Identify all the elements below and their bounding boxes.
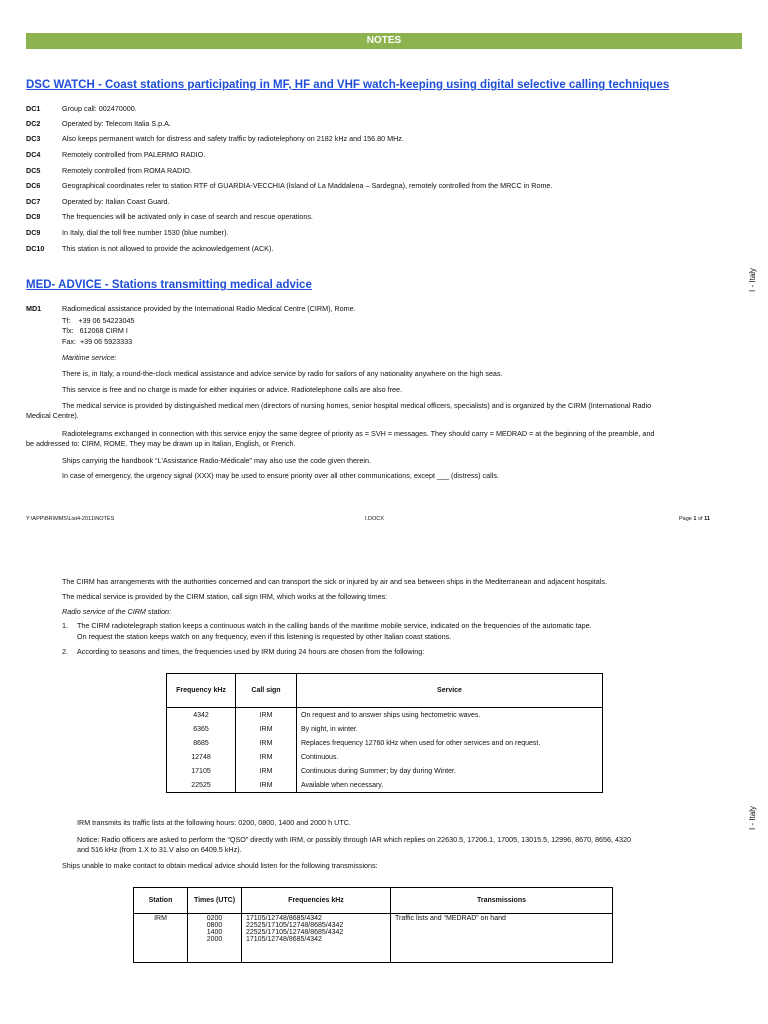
md1-fax: Fax: +39 06 5923333 bbox=[62, 337, 133, 346]
traffic-lists-text: IRM transmits its traffic lists at the following hours: 0200, 0800, 1400 and 2000 h UTC. bbox=[77, 818, 351, 827]
col-callsign-header: Call sign bbox=[236, 674, 297, 708]
footer-page-number bbox=[679, 516, 710, 522]
footer-page-prefix: Page bbox=[679, 516, 694, 522]
med-p5: Ships carrying the handbook “L'Assistance Radio-Médicale” may also use the code given therein. bbox=[62, 456, 372, 465]
med-p3b: Medical Centre). bbox=[26, 411, 79, 420]
footer-path: Y:\APP\BR\MMS\List4-2011\NOTES bbox=[26, 516, 115, 522]
table-row bbox=[167, 750, 603, 764]
dsc-code: DC7 bbox=[26, 197, 41, 206]
p2-para2: The medical service is provided by the CIRM station, call sign IRM, which works at the following times: bbox=[62, 592, 388, 601]
radio-service-label: Radio service of the CIRM station: bbox=[62, 607, 172, 616]
frequency-cell: 22525 bbox=[167, 778, 236, 793]
notice-b: and 516 kHz (from 1.X to 31.V also on 6409.5 kHz). bbox=[77, 845, 242, 854]
md1-code: MD1 bbox=[26, 304, 42, 313]
dsc-code: DC3 bbox=[26, 134, 41, 143]
freq-3: 17105/12748/8685/4342 bbox=[246, 936, 322, 943]
col-frequency-header: Frequency kHz bbox=[167, 674, 236, 708]
table-row bbox=[167, 722, 603, 736]
med-p1: There is, in Italy, a round-the-clock medical assistance and advice service by radio for sailors of any nationality anywhere on the high seas. bbox=[62, 369, 503, 378]
med-p4a: Radiotelegrams exchanged in connection with this service enjoy the same degree of priority as = SVH = messages. They should carry = MEDRAD = at the beginning of the preamble, and bbox=[62, 429, 655, 438]
list-number-2: 2. bbox=[62, 647, 68, 656]
dsc-text: Remotely controlled from PALERMO RADIO. bbox=[62, 150, 206, 159]
dsc-code: DC9 bbox=[26, 228, 41, 237]
service-cell: Available when necessary. bbox=[297, 778, 603, 793]
service-cell: By night, in winter. bbox=[297, 722, 603, 736]
col-transmissions-header: Transmissions bbox=[391, 888, 613, 914]
side-label-country: I - Italy bbox=[748, 267, 757, 292]
col-station-header: Station bbox=[134, 888, 188, 914]
frequency-cell: 17105 bbox=[167, 764, 236, 778]
table-row bbox=[167, 736, 603, 750]
footer-page-of: of bbox=[696, 516, 705, 522]
dsc-text: Group call: 002470000. bbox=[62, 104, 137, 113]
dsc-text: Also keeps permanent watch for distress and safety traffic by radiotelephony on 2182 kHz and 156.80 MHz. bbox=[62, 134, 404, 143]
p2-para1: The CIRM has arrangements with the authorities concerned and can transport the sick or injured by air and sea between ships in the Mediterranean and adjacent hospitals. bbox=[62, 577, 607, 586]
callsign-cell: IRM bbox=[236, 708, 297, 723]
col-times-header: Times (UTC) bbox=[188, 888, 242, 914]
med-p3a: The medical service is provided by distinguished medical men (directors of nursing homes, senior hospital medical officers, specialists) and is organized by the CIRM (International Radio bbox=[62, 401, 652, 410]
frequency-cell: 6365 bbox=[167, 722, 236, 736]
dsc-code: DC10 bbox=[26, 244, 45, 253]
table-row bbox=[167, 708, 603, 723]
time-0: 0200 bbox=[206, 915, 223, 922]
dsc-text: This station is not allowed to provide the acknowledgement (ACK). bbox=[62, 244, 274, 253]
dsc-code: DC2 bbox=[26, 119, 41, 128]
frequency-cell: 8685 bbox=[167, 736, 236, 750]
dsc-text: Remotely controlled from ROMA RADIO. bbox=[62, 166, 192, 175]
footer-page-total: 11 bbox=[704, 516, 710, 522]
maritime-service-label: Maritime service: bbox=[62, 353, 117, 362]
med-p6: In case of emergency, the urgency signal (XXX) may be used to ensure priority over all other communications, except ___ (distress) calls. bbox=[62, 471, 499, 480]
dsc-code: DC5 bbox=[26, 166, 41, 175]
freq-0: 17105/12748/8685/4342 bbox=[246, 915, 322, 922]
callsign-cell: IRM bbox=[236, 750, 297, 764]
frequencies-cell bbox=[242, 914, 391, 963]
unable-contact-text: Ships unable to make contact to obtain medical advice should listen for the following transmissions: bbox=[62, 861, 378, 870]
dsc-text: Operated by: Telecom Italia S.p.A. bbox=[62, 119, 171, 128]
service-cell: Replaces frequency 12760 kHz when used for other services and on request. bbox=[297, 736, 603, 750]
list-item-1a: The CIRM radiotelegraph station keeps a continuous watch in the calling bands of the maritime mobile service, indicated on the frequencies of the automatic tape. bbox=[77, 621, 592, 630]
callsign-cell: IRM bbox=[236, 778, 297, 793]
time-2: 1400 bbox=[206, 929, 223, 936]
md1-tlx: Tlx: 612068 CIRM I bbox=[62, 326, 128, 335]
dsc-text: Geographical coordinates refer to station RTF of GUARDIA-VECCHIA (Island of La Maddalena – Sardegna), remotely controlled from the MRCC in Rome. bbox=[62, 181, 553, 190]
transmissions-cell: Traffic lists and “MEDRAD” on hand bbox=[391, 914, 613, 963]
med-p2: This service is free and no charge is made for either inquiries or advice. Radiotelephone calls are also free. bbox=[62, 385, 402, 394]
table-row bbox=[167, 778, 603, 793]
freq-1: 22525/17105/12748/8685/4342 bbox=[246, 922, 344, 929]
frequency-cell: 12748 bbox=[167, 750, 236, 764]
footer-filename: I.DOCX bbox=[365, 516, 384, 522]
med-p4b: be addressed to: CIRM, ROME. They may be drawn up in Italian, English, or French. bbox=[26, 439, 296, 448]
callsign-cell: IRM bbox=[236, 736, 297, 750]
dsc-text: The frequencies will be activated only in case of search and rescue operations. bbox=[62, 212, 313, 221]
time-1: 0800 bbox=[206, 922, 223, 929]
list-item-1b: On request the station keeps watch on any frequency, even if this listening is requested by other Italian coast stations. bbox=[77, 632, 452, 641]
page-break bbox=[0, 537, 768, 551]
service-cell: Continuous during Summer; by day during Winter. bbox=[297, 764, 603, 778]
med-advice-heading: MED- ADVICE - Stations transmitting medical advice bbox=[26, 279, 312, 291]
station-cell: IRM bbox=[134, 914, 188, 963]
callsign-cell: IRM bbox=[236, 764, 297, 778]
notice-a: Notice: Radio officers are asked to perform the “QSO” directly with IRM, or possibly through IAR which replies on 22630.5, 17206.1, 17005, 13015.5, 12996, 8670, 8656, 4320 bbox=[77, 835, 632, 844]
times-cell bbox=[188, 914, 242, 963]
list-item-2: According to seasons and times, the frequencies used by IRM during 24 hours are chosen from the following: bbox=[77, 647, 425, 656]
freq-2: 22525/17105/12748/8685/4342 bbox=[246, 929, 344, 936]
service-cell: Continuous. bbox=[297, 750, 603, 764]
frequency-table bbox=[166, 673, 603, 793]
md1-intro: Radiomedical assistance provided by the International Radio Medical Centre (CIRM), Rome. bbox=[62, 304, 356, 313]
table-row bbox=[167, 764, 603, 778]
time-3: 2000 bbox=[206, 936, 223, 943]
frequency-cell: 4342 bbox=[167, 708, 236, 723]
notes-banner: NOTES bbox=[26, 33, 742, 49]
dsc-code: DC6 bbox=[26, 181, 41, 190]
col-service-header: Service bbox=[297, 674, 603, 708]
dsc-text: Operated by: Italian Coast Guard. bbox=[62, 197, 170, 206]
frequency-table-body bbox=[167, 708, 603, 793]
list-number-1: 1. bbox=[62, 621, 68, 630]
dsc-code: DC4 bbox=[26, 150, 41, 159]
col-frequencies-header: Frequencies kHz bbox=[242, 888, 391, 914]
transmissions-table bbox=[133, 887, 613, 963]
dsc-code: DC1 bbox=[26, 104, 41, 113]
dsc-watch-heading: DSC WATCH - Coast stations participating in MF, HF and VHF watch-keeping using digital selective calling techniques bbox=[26, 79, 670, 91]
footer-page: 1 bbox=[693, 516, 697, 522]
md1-tf: Tf: +39 06 54223045 bbox=[62, 316, 135, 325]
dsc-code: DC8 bbox=[26, 212, 41, 221]
callsign-cell: IRM bbox=[236, 722, 297, 736]
service-cell: On request and to answer ships using hectometric waves. bbox=[297, 708, 603, 723]
side-label-country-page2: I - Italy bbox=[748, 805, 757, 830]
dsc-text: In Italy, dial the toll free number 1530 (blue number). bbox=[62, 228, 229, 237]
